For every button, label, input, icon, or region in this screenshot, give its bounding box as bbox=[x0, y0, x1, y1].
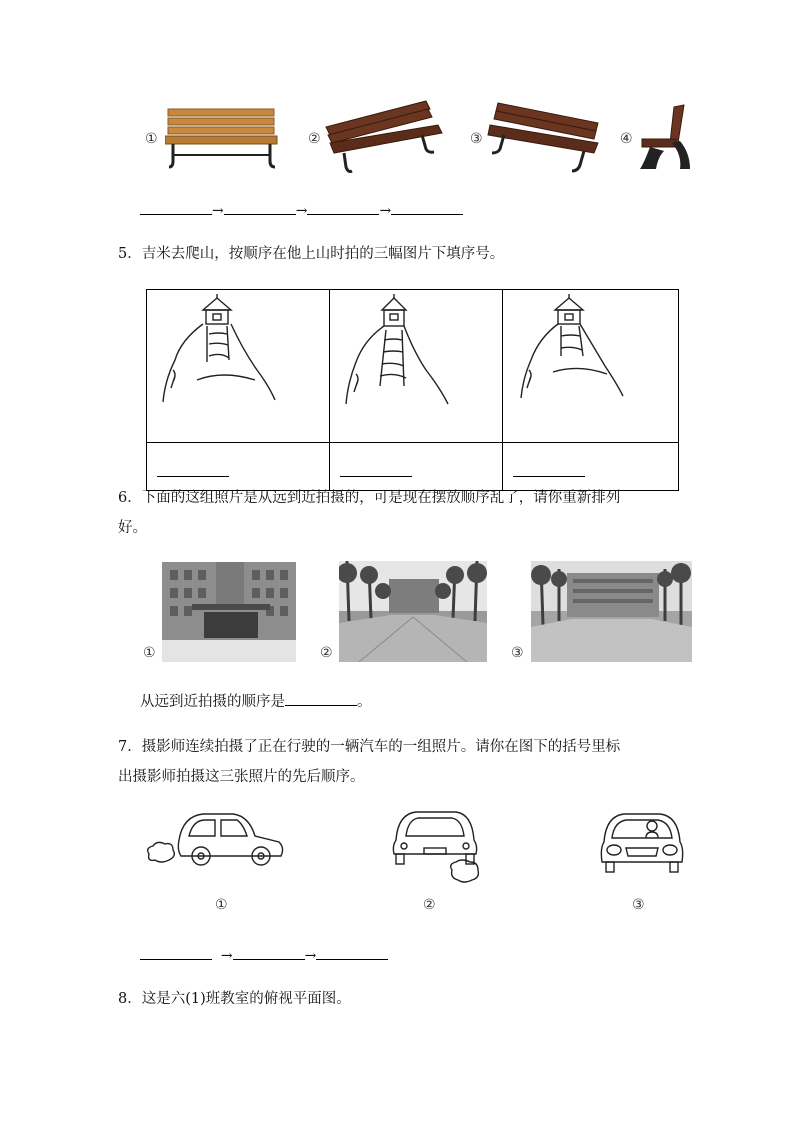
bench-label-1: ① bbox=[145, 131, 158, 147]
bench-blank-1[interactable] bbox=[140, 200, 212, 215]
hill-image-cell-2 bbox=[330, 290, 503, 443]
question-6-line-1: 6．下面的这组照片是从远到近拍摄的，可是现在摆放顺序乱了，请你重新排列 bbox=[118, 490, 621, 506]
photo-label-1: ① bbox=[143, 645, 156, 661]
question-6-answer-row bbox=[140, 691, 372, 712]
hill-answer-cell-1[interactable] bbox=[147, 443, 330, 491]
question-7-line-2: 出摄影师拍摄这三张照片的先后顺序。 bbox=[118, 769, 365, 785]
hill-image-cell-1 bbox=[147, 290, 330, 443]
bench-blank-2[interactable] bbox=[224, 200, 296, 215]
bench-label-4: ④ bbox=[620, 131, 633, 147]
car-label-3: ③ bbox=[632, 897, 645, 913]
bench-label-3: ③ bbox=[470, 131, 483, 147]
building-photo-1 bbox=[162, 562, 296, 662]
photo-label-3: ③ bbox=[511, 645, 524, 661]
arrow: → bbox=[379, 203, 392, 219]
car-blank-2[interactable] bbox=[233, 945, 305, 960]
hill-blank-2[interactable] bbox=[340, 462, 412, 477]
bench-front-image bbox=[165, 103, 280, 175]
car-label-2: ② bbox=[423, 897, 436, 913]
hill-drawing-3 bbox=[503, 290, 678, 438]
photo-label-2: ② bbox=[320, 645, 333, 661]
hill-answer-cell-3[interactable] bbox=[503, 443, 679, 491]
answer-prefix: 从远到近拍摄的顺序是 bbox=[140, 694, 285, 710]
arrow: → bbox=[295, 203, 308, 219]
car-blank-3[interactable] bbox=[316, 945, 388, 960]
question-5-text: 5．吉米去爬山，按顺序在他上山时拍的三幅图片下填序号。 bbox=[118, 246, 505, 262]
car-rear-drawing bbox=[386, 806, 486, 890]
bench-answer-row bbox=[140, 200, 463, 221]
bench-side-image bbox=[636, 103, 696, 175]
hill-photo-table bbox=[146, 289, 679, 491]
answer-suffix: 。 bbox=[357, 694, 372, 710]
building-photo-3 bbox=[531, 561, 692, 662]
photo-order-blank[interactable] bbox=[285, 691, 357, 706]
hill-image-cell-3 bbox=[503, 290, 679, 443]
car-blank-1[interactable] bbox=[140, 945, 212, 960]
bench-label-2: ② bbox=[308, 131, 321, 147]
question-8-text: 8．这是六(1)班教室的俯视平面图。 bbox=[118, 991, 351, 1007]
hill-drawing-2 bbox=[330, 290, 502, 438]
hill-blank-1[interactable] bbox=[157, 462, 229, 477]
question-6-line-2: 好。 bbox=[118, 520, 147, 536]
car-answer-row bbox=[140, 945, 388, 966]
bench-row bbox=[140, 95, 700, 180]
hill-blank-3[interactable] bbox=[513, 462, 585, 477]
arrow: → bbox=[212, 203, 224, 219]
bench-angled-right-image bbox=[486, 99, 604, 177]
bench-blank-4[interactable] bbox=[391, 200, 463, 215]
arrow: → bbox=[220, 948, 233, 964]
hill-answer-cell-2[interactable] bbox=[330, 443, 503, 491]
hill-drawing-1 bbox=[147, 290, 329, 438]
bench-angled-left-image bbox=[322, 97, 444, 177]
car-front-drawing bbox=[596, 808, 688, 880]
arrow: → bbox=[304, 948, 317, 964]
question-7-line-1: 7．摄影师连续拍摄了正在行驶的一辆汽车的一组照片。请你在图下的括号里标 bbox=[118, 739, 621, 755]
car-side-drawing bbox=[143, 808, 289, 874]
bench-blank-3[interactable] bbox=[307, 200, 379, 215]
car-label-1: ① bbox=[215, 897, 228, 913]
building-photo-2 bbox=[339, 561, 487, 662]
